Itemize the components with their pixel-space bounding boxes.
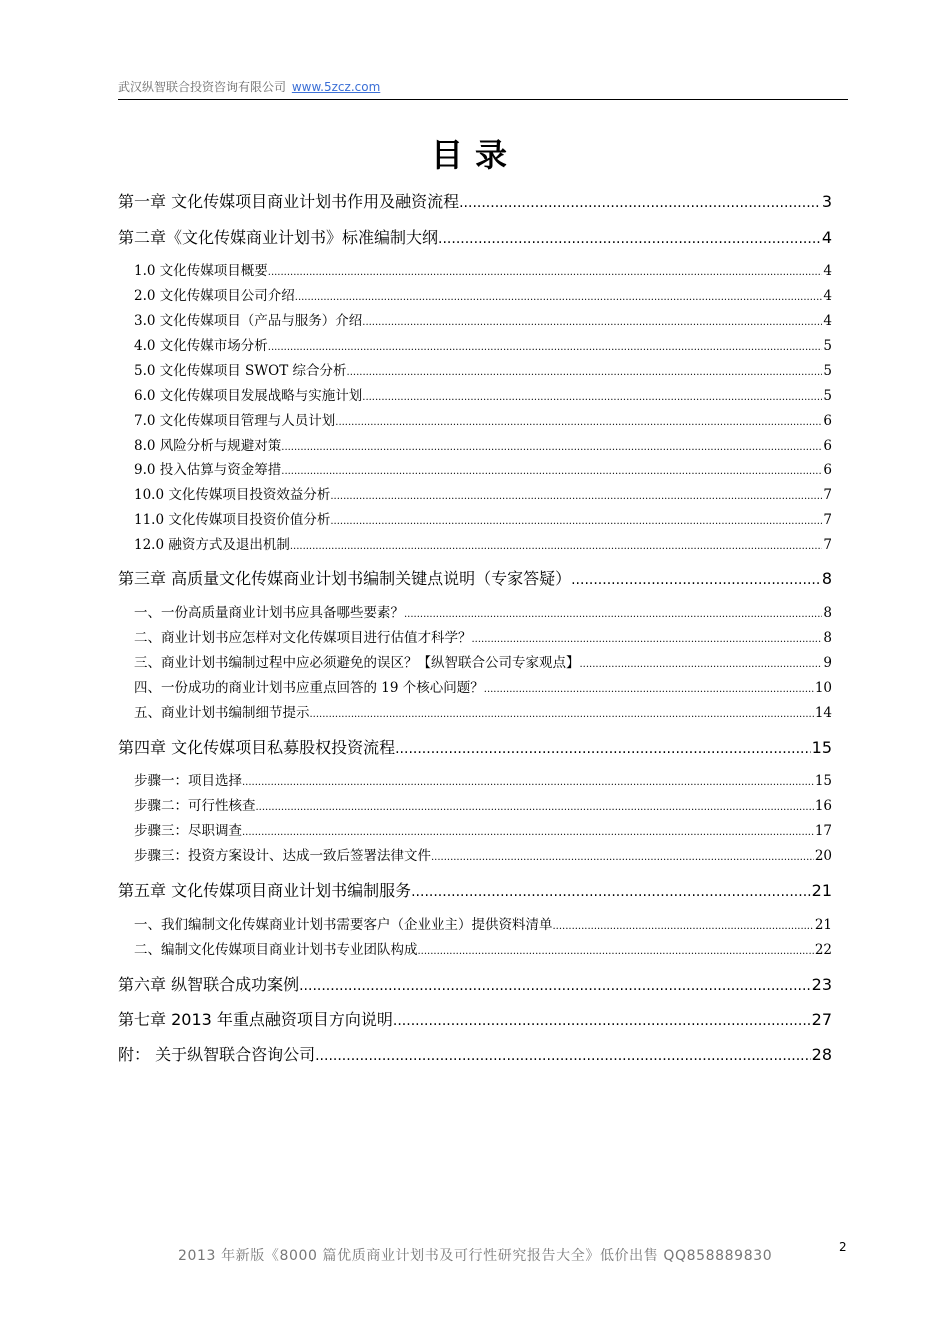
toc-label: 2.0 文化传媒项目公司介绍 xyxy=(134,288,295,304)
toc-leader xyxy=(411,884,811,900)
toc-page-number: 10 xyxy=(814,680,832,696)
toc-page-number: 22 xyxy=(814,942,832,958)
toc-label: 5.0 文化传媒项目 SWOT 综合分析 xyxy=(134,363,347,379)
toc-entry-section[interactable] xyxy=(134,409,832,429)
toc-entry-chapter[interactable] xyxy=(118,1007,832,1030)
toc-page-number: 20 xyxy=(814,848,832,864)
toc-entry-chapter[interactable] xyxy=(118,735,832,758)
toc-entry-section[interactable] xyxy=(134,458,832,478)
toc-leader xyxy=(395,741,811,757)
toc-entry-section[interactable] xyxy=(134,626,832,646)
toc-page-number: 6 xyxy=(823,438,832,454)
toc-entry-section[interactable] xyxy=(134,259,832,279)
toc-leader xyxy=(459,195,821,211)
toc-page-number: 15 xyxy=(814,773,832,789)
toc-entry-section[interactable] xyxy=(134,938,832,958)
toc-entry-section[interactable] xyxy=(134,794,832,814)
toc-entry-section[interactable] xyxy=(134,309,832,329)
toc-entry-section[interactable] xyxy=(134,533,832,553)
toc-page-number: 3 xyxy=(821,192,832,211)
toc-entry-chapter[interactable] xyxy=(118,972,832,995)
toc-page-number: 21 xyxy=(814,917,832,933)
header-company: 武汉纵智联合投资咨询有限公司 xyxy=(118,80,287,94)
toc-label: 3.0 文化传媒项目（产品与服务）介绍 xyxy=(134,313,363,329)
toc-entry-section[interactable] xyxy=(134,334,832,354)
toc-label: 第七章 2013 年重点融资项目方向说明 xyxy=(118,1010,393,1029)
toc-entry-section[interactable] xyxy=(134,284,832,304)
toc-label: 第一章 文化传媒项目商业计划书作用及融资流程 xyxy=(118,192,460,211)
toc-leader xyxy=(347,367,823,378)
toc-page-number: 5 xyxy=(823,363,832,379)
toc-leader xyxy=(281,442,822,453)
toc-leader xyxy=(484,684,814,695)
toc-leader xyxy=(362,392,822,403)
toc-page-number: 28 xyxy=(811,1045,832,1064)
toc-label: 四、一份成功的商业计划书应重点回答的 19 个核心问题？ xyxy=(134,680,484,696)
toc-page-number: 21 xyxy=(811,881,832,900)
toc-leader xyxy=(553,921,814,932)
toc-entry-appendix[interactable] xyxy=(118,1042,832,1065)
toc-label: 步骤三：尽职调查 xyxy=(134,823,242,839)
toc-leader xyxy=(571,572,821,588)
toc-entry-section[interactable] xyxy=(134,651,832,671)
toc-page-number: 7 xyxy=(823,512,832,528)
toc-leader xyxy=(335,417,822,428)
toc-entry-section[interactable] xyxy=(134,508,832,528)
toc-leader xyxy=(404,609,822,620)
toc-leader xyxy=(438,231,821,247)
toc-entry-chapter[interactable] xyxy=(118,878,832,901)
page-title: 目录 xyxy=(430,136,519,174)
toc-leader xyxy=(281,466,822,477)
toc-entry-section[interactable] xyxy=(134,676,832,696)
toc-entry-section[interactable] xyxy=(134,483,832,503)
toc-leader xyxy=(315,1048,811,1064)
toc-page-number: 17 xyxy=(814,823,832,839)
toc-page-number: 23 xyxy=(811,975,832,994)
toc-label: 第三章 高质量文化传媒商业计划书编制关键点说明（专家答疑） xyxy=(118,569,572,588)
page-number: 2 xyxy=(839,1240,847,1254)
page-header xyxy=(118,79,848,100)
toc-label: 三、商业计划书编制过程中应必须避免的误区？【纵智联合公司专家观点】 xyxy=(134,655,580,671)
toc-label: 4.0 文化传媒市场分析 xyxy=(134,338,268,354)
toc-page-number: 4 xyxy=(821,228,832,247)
toc-label: 8.0 风险分析与规避对策 xyxy=(134,438,282,454)
toc-page-number: 4 xyxy=(823,263,832,279)
toc-label: 第五章 文化传媒项目商业计划书编制服务 xyxy=(118,881,412,900)
toc-page-number: 5 xyxy=(823,388,832,404)
toc-entry-chapter[interactable] xyxy=(118,189,832,212)
toc-leader xyxy=(242,777,814,788)
toc-label: 步骤一：项目选择 xyxy=(134,773,242,789)
toc-page-number: 14 xyxy=(814,705,832,721)
toc-page-number: 8 xyxy=(823,630,832,646)
toc-label: 10.0 文化传媒项目投资效益分析 xyxy=(134,487,331,503)
toc-page-number: 7 xyxy=(823,537,832,553)
toc-label: 11.0 文化传媒项目投资价值分析 xyxy=(134,512,331,528)
toc-label: 二、编制文化传媒项目商业计划书专业团队构成 xyxy=(134,942,418,958)
header-url-link[interactable]: www.5zcz.com xyxy=(291,80,381,94)
toc-label: 1.0 文化传媒项目概要 xyxy=(134,263,268,279)
toc-leader xyxy=(256,802,814,813)
toc-label: 五、商业计划书编制细节提示 xyxy=(134,705,310,721)
toc-entry-section[interactable] xyxy=(134,844,832,864)
toc-entry-section[interactable] xyxy=(134,819,832,839)
toc-leader xyxy=(330,491,822,502)
toc-page-number: 9 xyxy=(823,655,832,671)
toc-label: 7.0 文化传媒项目管理与人员计划 xyxy=(134,413,336,429)
toc-entry-section[interactable] xyxy=(134,434,832,454)
toc-label: 二、商业计划书应怎样对文化传媒项目进行估值才科学？ xyxy=(134,630,472,646)
toc-leader xyxy=(362,317,822,328)
toc-entry-chapter[interactable] xyxy=(118,225,832,248)
toc-entry-section[interactable] xyxy=(134,384,832,404)
toc-label: 第二章《文化传媒商业计划书》标准编制大纲 xyxy=(118,228,439,247)
toc-page-number: 4 xyxy=(823,288,832,304)
toc-page-number: 4 xyxy=(823,313,832,329)
toc-leader xyxy=(295,292,823,303)
toc-page-number: 6 xyxy=(823,413,832,429)
toc-entry-section[interactable] xyxy=(134,601,832,621)
toc-leader xyxy=(242,827,814,838)
toc-label: 第四章 文化传媒项目私募股权投资流程 xyxy=(118,738,396,757)
toc-leader xyxy=(418,946,814,957)
toc-label: 9.0 投入估算与资金筹措 xyxy=(134,462,282,478)
toc-leader xyxy=(431,852,814,863)
toc-page-number: 6 xyxy=(823,462,832,478)
toc-page-number: 15 xyxy=(811,738,832,757)
toc-page-number: 8 xyxy=(821,569,832,588)
toc-leader xyxy=(299,978,811,994)
toc-entry-section[interactable] xyxy=(134,359,832,379)
toc-leader xyxy=(330,516,822,527)
toc-label: 附： 关于纵智联合咨询公司 xyxy=(118,1045,316,1064)
toc-page-number: 7 xyxy=(823,487,832,503)
toc-leader xyxy=(310,709,814,720)
toc-label: 一、我们编制文化传媒商业计划书需要客户（企业业主）提供资料清单 xyxy=(134,917,553,933)
toc-label: 步骤二：可行性核查 xyxy=(134,798,256,814)
toc-leader xyxy=(290,541,823,552)
toc-leader xyxy=(472,634,823,645)
toc-entry-chapter[interactable] xyxy=(118,566,832,589)
toc-entry-section[interactable] xyxy=(134,769,832,789)
toc-label: 12.0 融资方式及退出机制 xyxy=(134,537,290,553)
toc-entry-section[interactable] xyxy=(134,701,832,721)
toc-leader xyxy=(268,267,823,278)
toc-label: 步骤三：投资方案设计、达成一致后签署法律文件 xyxy=(134,848,431,864)
toc-leader xyxy=(580,659,823,670)
toc-page-number: 16 xyxy=(814,798,832,814)
toc-page-number: 27 xyxy=(811,1010,832,1029)
toc-leader xyxy=(268,342,823,353)
toc-label: 一、一份高质量商业计划书应具备哪些要素？ xyxy=(134,605,404,621)
toc-leader xyxy=(393,1013,811,1029)
toc-entry-section[interactable] xyxy=(134,913,832,933)
toc-label: 6.0 文化传媒项目发展战略与实施计划 xyxy=(134,388,363,404)
toc-label: 第六章 纵智联合成功案例 xyxy=(118,975,300,994)
toc-page-number: 8 xyxy=(823,605,832,621)
toc-page-number: 5 xyxy=(823,338,832,354)
footer-advert: 2013 年新版《8000 篇优质商业计划书及可行性研究报告大全》低价出售 QQ858889830 xyxy=(178,1248,773,1264)
